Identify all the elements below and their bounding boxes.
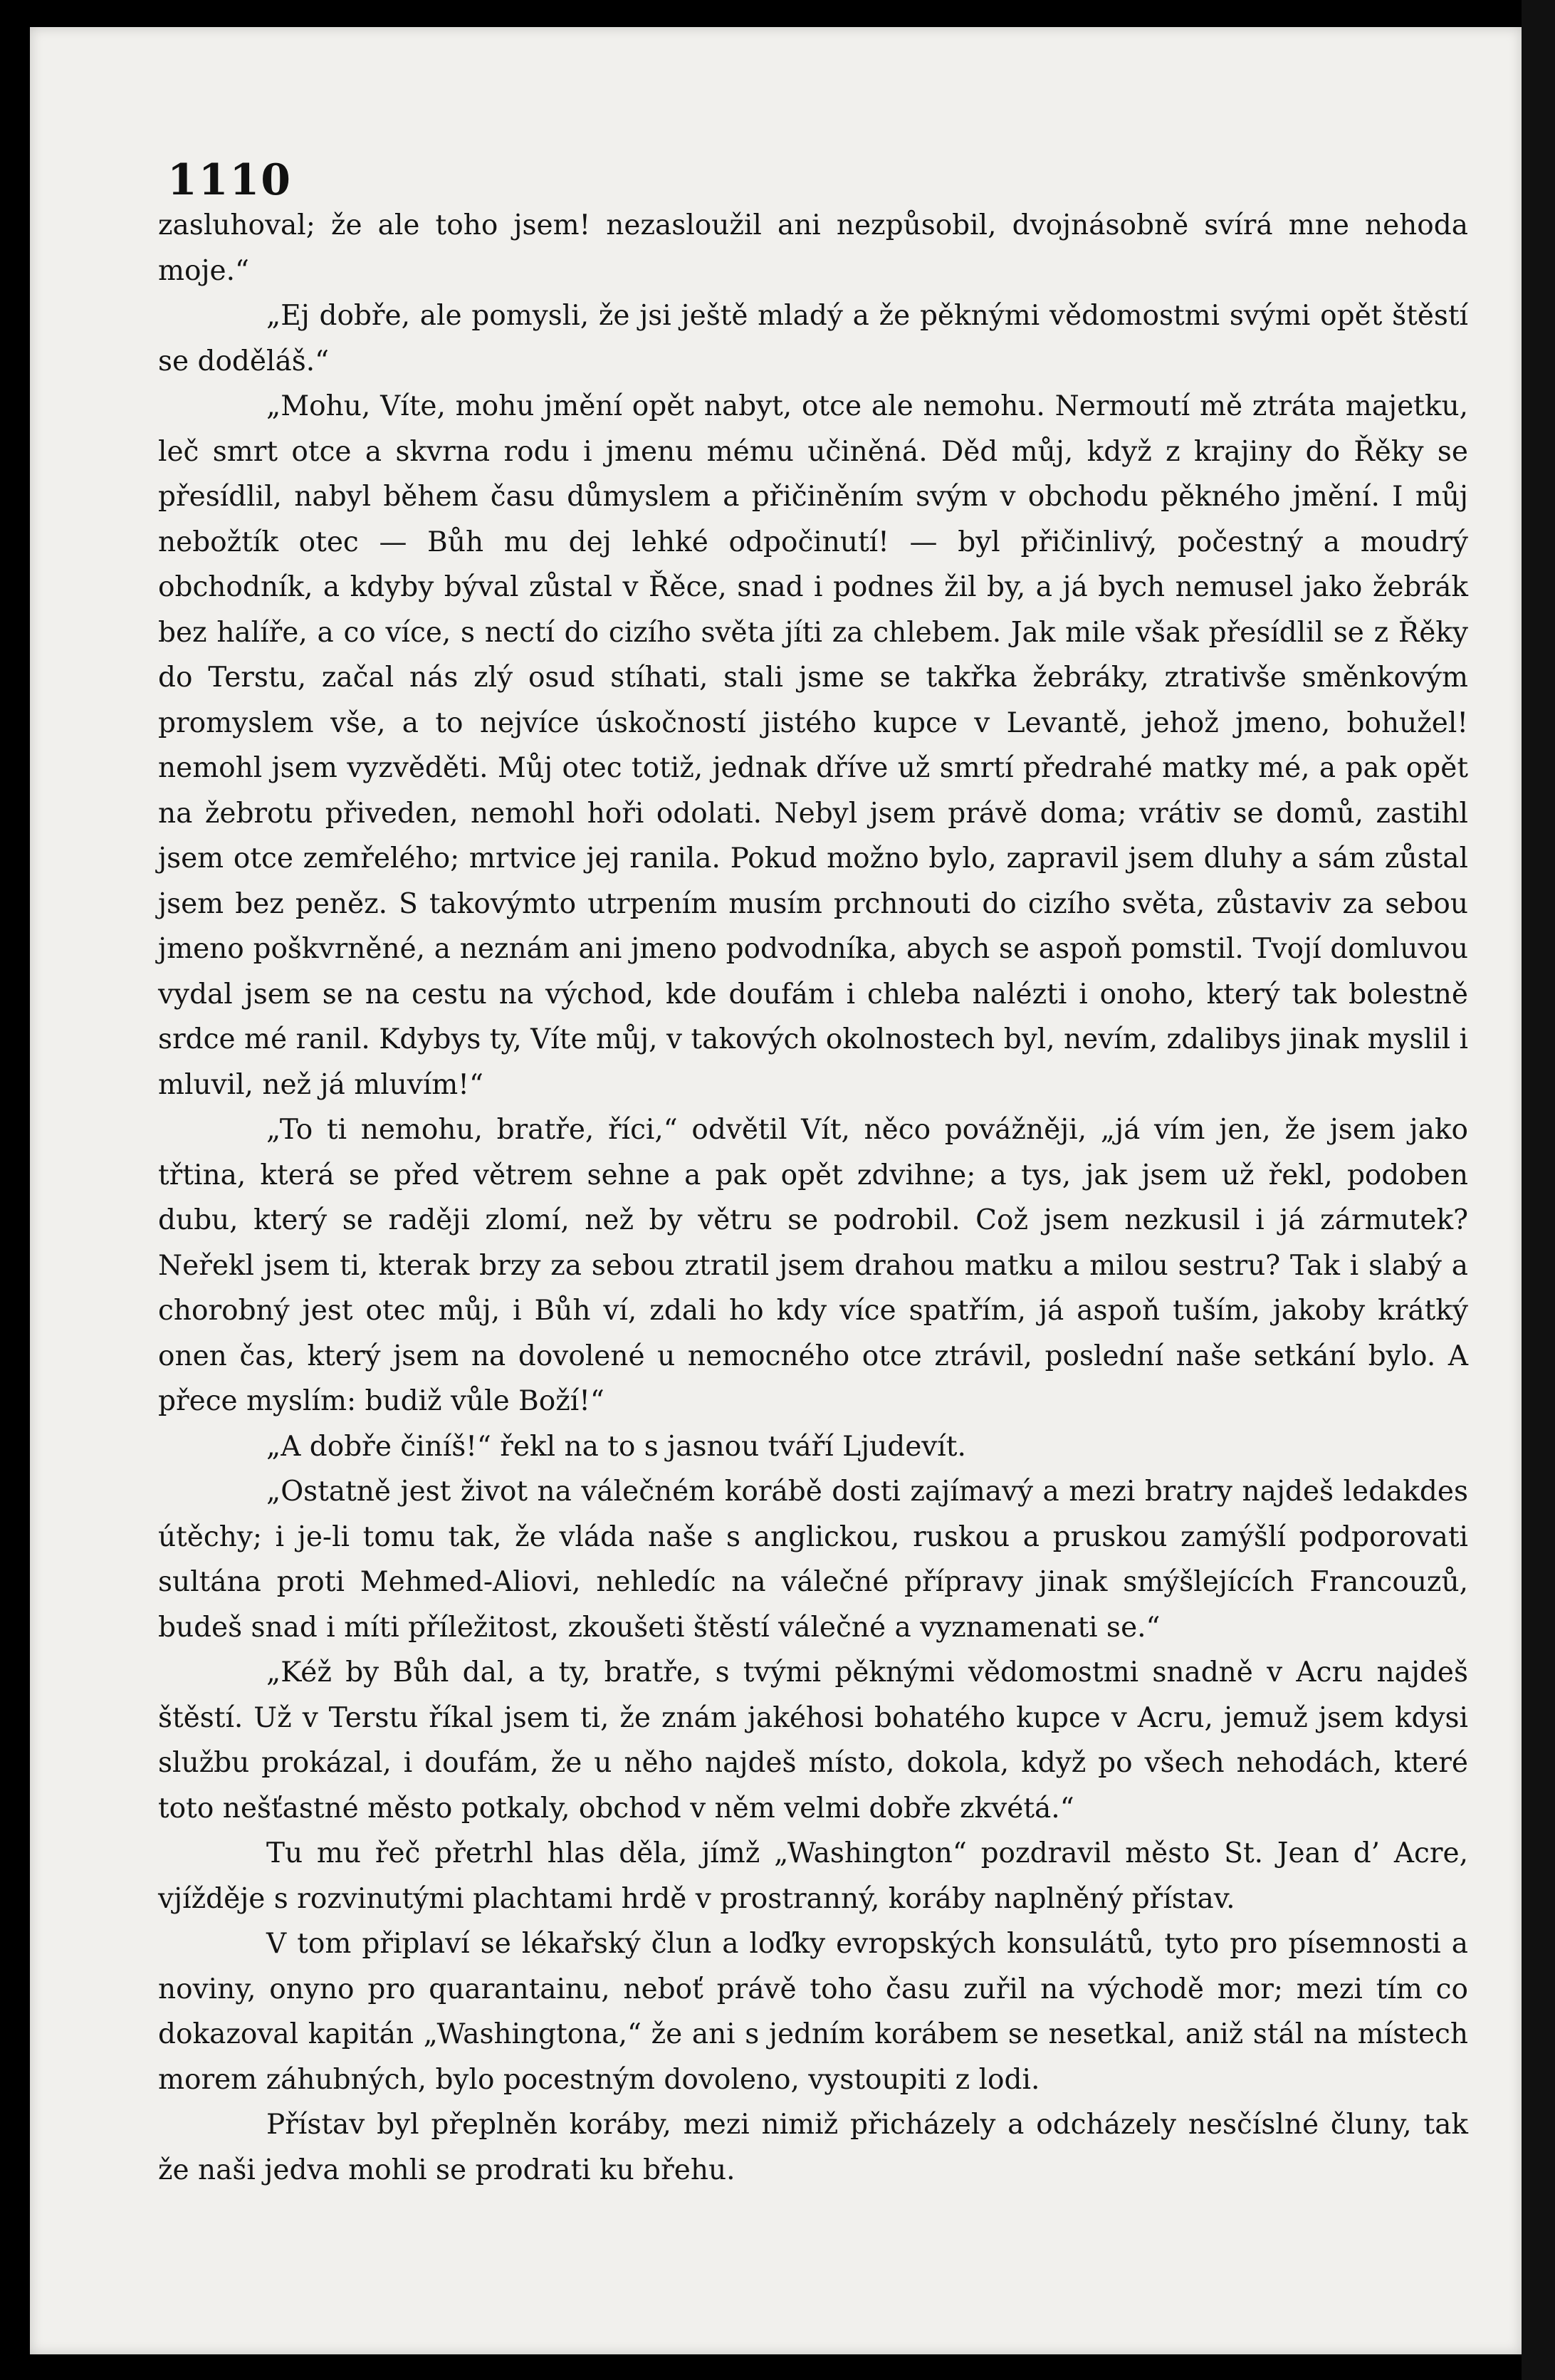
- paragraph: „Kéž by Bůh dal, a ty, bratře, s tvými pěknými vědomostmi snadně v Acru najdeš štěstí. Už v Terstu říkal jsem ti, že znám jakéhosi bohatého kupce v Acru, jemuž jsem kdysi službu prokázal, i doufám, že u něho najdeš místo, dokola, když po všech nehodách, které toto nešťastné město potkaly, obchod v něm velmi dobře zkvétá.“: [158, 1656, 1468, 1825]
- paragraph: V tom připlaví se lékařský člun a loďky evropských konsulátů, tyto pro písemnosti a noviny, onyno pro quarantainu, neboť právě toho času zuřil na východě mor; mezi tím co dokazoval kapitán „Washingtona,“ že ani s jedním korábem se nesetkal, aniž stál na místech morem záhubných, bylo pocestným dovoleno, vystoupiti z lodi.: [158, 1928, 1468, 2096]
- paragraph: zasluhoval; že ale toho jsem! nezasloužil ani nezpůsobil, dvojnásobně svírá mne nehoda moje.“: [158, 209, 1468, 287]
- paragraph: Tu mu řeč přetrhl hlas děla, jímž „Washington“ pozdravil město St. Jean d’ Acre, vjížděje s rozvinutými plachtami hrdě v prostranný, koráby naplněný přístav.: [158, 1837, 1468, 1915]
- paragraph: „Ostatně jest život na válečném korábě dosti zajímavý a mezi bratry najdeš ledakdes útěchy; i je-li tomu tak, že vláda naše s anglickou, ruskou a pruskou zamýšlí podporovati sultána proti Mehmed-Aliovi, nehledíc na válečné přípravy jinak smýšlejících Francouzů, budeš snad i míti příležitost, zkoušeti štěstí válečné a vyznamenati se.“: [158, 1476, 1468, 1644]
- paragraph: Přístav byl přeplněn koráby, mezi nimiž přicházely a odcházely nesčíslné čluny, tak že naši jedva mohli se prodrati ku břehu.: [158, 2109, 1468, 2186]
- scan-edge: [1522, 0, 1555, 2380]
- paragraph: „Mohu, Víte, mohu jmění opět nabyt, otce ale nemohu. Nermoutí mě ztráta majetku, leč smrt otce a skvrna rodu i jmenu mému učiněná. Děd můj, když z krajiny do Řěky se přesídlil, nabyl během času důmyslem a přičiněním svým v obchodu pěkného jmění. I můj nebožtík otec — Bůh mu dej lehké odpočinutí! — byl přičinlivý, počestný a moudrý obchodník, a kdyby býval zůstal v Řěce, snad i podnes žil by, a já bych nemusel jako žebrák bez halíře, a co více, s nectí do cizího světa jíti za chlebem. Jak mile však přesídlil se z Řěky do Terstu, začal nás zlý osud stíhati, stali jsme se takřka žebráky, ztrativše směnkovým promyslem vše, a to nejvíce úskočností jistého kupce v Levantě, jehož jmeno, bohužel! nemohl jsem vyzvěděti. Můj otec totiž, jednak dříve už smrtí předrahé matky mé, a pak opět na žebrotu přiveden, nemohl hoři odolati. Nebyl jsem právě doma; vrátiv se domů, zastihl jsem otce zemřelého; mrtvice jej ranila. Pokud možno bylo, zapravil jsem dluhy a sám zůstal jsem bez peněz. S takovýmto utrpením musím prchnouti do cizího světa, zůstaviv za sebou jmeno poškvrněné, a neznám ani jmeno podvodníka, abych se aspoň pomstil. Tvojí domluvou vydal jsem se na cestu na východ, kde doufám i chleba nalézti i onoho, který tak bolestně srdce mé ranil. Kdybys ty, Víte můj, v takových okolnostech byl, nevím, zdalibys jinak myslil i mluvil, než já mluvím!“: [158, 390, 1468, 1101]
- paragraph: „To ti nemohu, bratře, říci,“ odvětil Vít, něco povážněji, „já vím jen, že jsem jako třtina, která se před větrem sehne a pak opět zdvihne; a tys, jak jsem už řekl, podoben dubu, který se raději zlomí, než by větru se podrobil. Což jsem nezkusil i já zármutek? Neřekl jsem ti, kterak brzy za sebou ztratil jsem drahou matku a milou sestru? Tak i slabý a chorobný jest otec můj, i Bůh ví, zdali ho kdy více spatřím, já aspoň tuším, jakoby krátký onen čas, který jsem na dovolené u nemocného otce ztrávil, poslední naše setkání bylo. A přece myslím: budiž vůle Boží!“: [158, 1114, 1468, 1417]
- body-text: [158, 203, 1468, 2193]
- page-number: 1110: [167, 155, 292, 205]
- paragraph: „Ej dobře, ale pomysli, že jsi ještě mladý a že pěknými vědomostmi svými opět štěstí se doděláš.“: [158, 300, 1468, 377]
- paragraph: „A dobře činíš!“ řekl na to s jasnou tváří Ljudevít.: [266, 1430, 966, 1463]
